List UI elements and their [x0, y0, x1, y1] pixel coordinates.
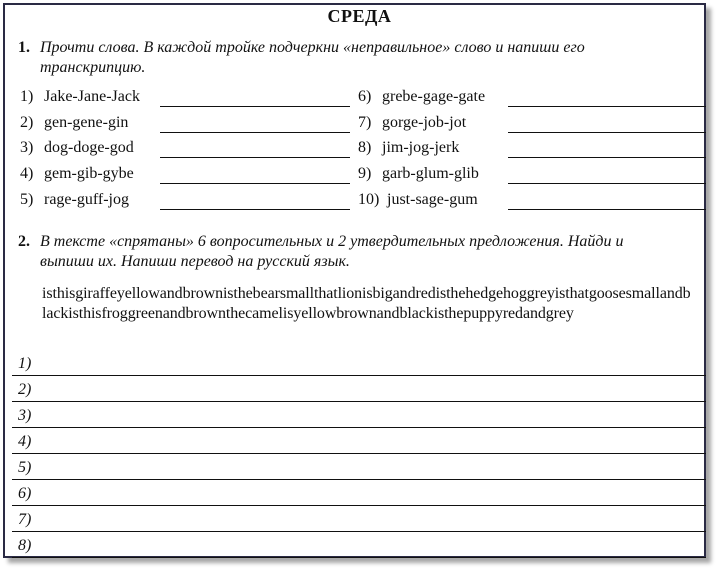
answer-line[interactable] [12, 376, 706, 402]
answer-number: 5) [18, 459, 32, 476]
exercise-words: just-sage-gum [387, 191, 478, 208]
answer-number: 2) [18, 381, 32, 398]
exercise-row [20, 112, 352, 134]
answer-number: 3) [18, 407, 32, 424]
exercise-row [20, 163, 352, 185]
exercise-words: grebe-gage-gate [382, 88, 486, 105]
answer-line[interactable] [12, 402, 706, 428]
exercise-row [358, 189, 708, 211]
exercise-words: gorge-job-jot [382, 114, 467, 131]
transcription-field[interactable] [160, 183, 350, 184]
exercise-row [20, 189, 352, 211]
exercise-row [20, 86, 352, 108]
exercise-words: gem-gib-gybe [44, 165, 134, 182]
exercise-index: 1) [20, 88, 34, 105]
exercise-index: 7) [358, 114, 372, 131]
transcription-field[interactable] [160, 209, 350, 210]
exercise-words: gen-gene-gin [44, 114, 129, 131]
answer-line[interactable] [12, 480, 706, 506]
answer-line[interactable] [12, 454, 706, 480]
exercise-row [358, 163, 708, 185]
answer-number: 1) [18, 355, 32, 372]
answer-line[interactable] [12, 428, 706, 454]
exercise-words: dog-doge-god [44, 139, 134, 156]
exercise-index: 6) [358, 88, 372, 105]
task-1-number: 1. [18, 39, 30, 56]
transcription-field[interactable] [508, 209, 706, 210]
answer-line[interactable] [12, 532, 706, 558]
exercise-index: 2) [20, 114, 34, 131]
exercise-index: 8) [358, 139, 372, 156]
transcription-field[interactable] [160, 106, 350, 107]
exercise-words: garb-glum-glib [382, 165, 479, 182]
exercise-row [358, 86, 708, 108]
exercise-index: 9) [358, 165, 372, 182]
exercise-index: 5) [20, 191, 34, 208]
answer-number: 4) [18, 433, 32, 450]
exercise-index: 3) [20, 139, 34, 156]
answer-line[interactable] [12, 506, 706, 532]
transcription-field[interactable] [160, 132, 350, 133]
transcription-field[interactable] [508, 132, 706, 133]
task-1 [18, 38, 678, 78]
transcription-field[interactable] [508, 157, 706, 158]
hidden-sentences-text: isthisgiraffeyellowandbrownisthebearsmallthatlionisbigandredisthehedgehoggreyisthatgoosesmallandblackisthisfroggreenandbrownthecamelisyellowbrownandblackisthepuppyredandgrey [42, 285, 691, 322]
task-1-instruction: Прочти слова. В каждой тройке подчеркни «неправильное» слово и напиши его транскрипцию. [40, 39, 585, 76]
exercise-row [358, 112, 708, 134]
task-2-number: 2. [18, 233, 30, 250]
exercise-row [358, 137, 708, 159]
task-2 [18, 232, 678, 272]
answer-line[interactable] [12, 350, 706, 376]
exercise-words: jim-jog-jerk [382, 139, 460, 156]
answer-number: 8) [18, 537, 32, 554]
answer-number: 7) [18, 511, 32, 528]
exercise-index: 10) [358, 191, 380, 208]
exercise-row [20, 137, 352, 159]
transcription-field[interactable] [508, 183, 706, 184]
transcription-field[interactable] [508, 106, 706, 107]
page-title: СРЕДА [327, 6, 392, 26]
answer-number: 6) [18, 485, 32, 502]
transcription-field[interactable] [160, 157, 350, 158]
task-2-instruction: В тексте «спрятаны» 6 вопросительных и 2 утвердительных предложения. Найди и выпиши их. Напиши перевод на русский язык. [40, 233, 624, 270]
exercise-index: 4) [20, 165, 34, 182]
exercise-words: Jake-Jane-Jack [44, 88, 140, 105]
exercise-words: rage-guff-jog [44, 191, 129, 208]
